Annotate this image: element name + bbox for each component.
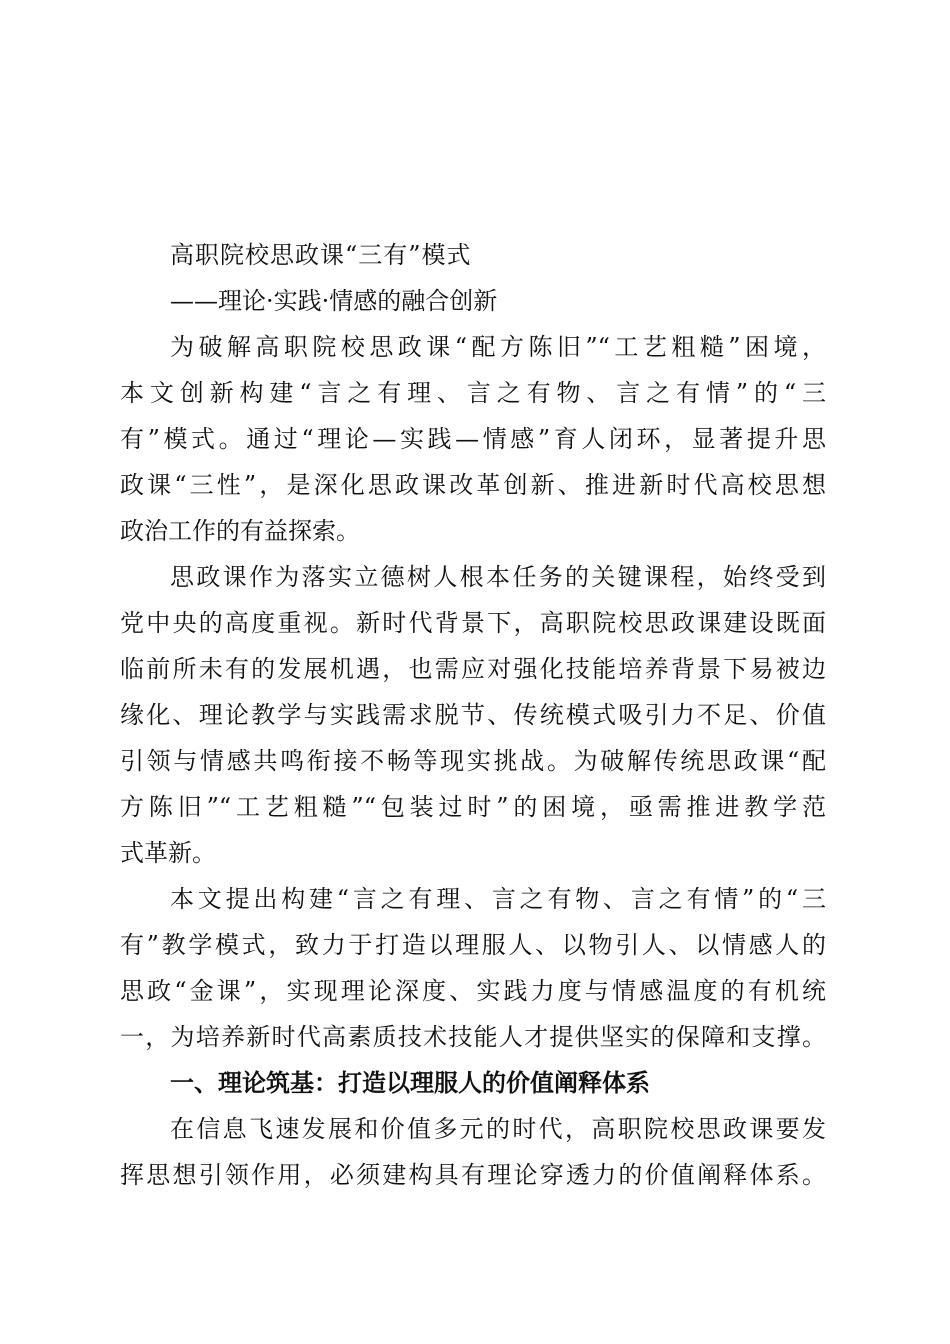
paragraph-line: 思政课作为落实立德树人根本任务的关键课程，始终受到 xyxy=(170,563,826,591)
paragraph-line: 缘化、理论教学与实践需求脱节、传统模式吸引力不足、价值 xyxy=(120,701,826,729)
abstract-line: 本文创新构建“言之有理、言之有物、言之有情”的“三 xyxy=(120,379,826,407)
abstract-paragraph xyxy=(120,324,826,554)
document-page xyxy=(120,232,826,1198)
paragraph-line: 党中央的高度重视。新时代背景下，高职院校思政课建设既面 xyxy=(120,609,826,637)
paragraph-line: 有”教学模式，致力于打造以理服人、以物引人、以情感人的 xyxy=(120,931,826,959)
abstract-line: 政课“三性”，是深化思政课改革创新、推进新时代高校思想 xyxy=(120,471,826,499)
abstract-line: 有”模式。通过“理论—实践—情感”育人闭环，显著提升思 xyxy=(120,425,826,453)
body-paragraph-3 xyxy=(120,1106,826,1198)
abstract-line: 政治工作的有益探索。 xyxy=(120,517,360,545)
paragraph-line: 一，为培养新时代高素质技术技能人才提供坚实的保障和支撑。 xyxy=(120,1023,826,1051)
paragraph-line: 挥思想引领作用，必须建构具有理论穿透力的价值阐释体系。 xyxy=(120,1161,826,1189)
document-title: 高职院校思政课“三有”模式 xyxy=(170,241,472,269)
document-subtitle: ——理论·实践·情感的融合创新 xyxy=(170,287,498,315)
paragraph-line: 式革新。 xyxy=(120,839,216,867)
body-paragraph-2 xyxy=(120,876,826,1060)
section-heading: 一、理论筑基：打造以理服人的价值阐释体系 xyxy=(170,1069,650,1097)
paragraph-line: 引领与情感共鸣衔接不畅等现实挑战。为破解传统思政课“配 xyxy=(120,747,826,775)
paragraph-line: 方陈旧”“工艺粗糙”“包装过时”的困境，亟需推进教学范 xyxy=(120,793,826,821)
paragraph-line: 本文提出构建“言之有理、言之有物、言之有情”的“三 xyxy=(170,885,826,913)
body-paragraph-1 xyxy=(120,554,826,876)
paragraph-line: 临前所未有的发展机遇，也需应对强化技能培养背景下易被边 xyxy=(120,655,826,683)
abstract-line: 为破解高职院校思政课“配方陈旧”“工艺粗糙”困境， xyxy=(170,333,826,361)
paragraph-line: 思政“金课”，实现理论深度、实践力度与情感温度的有机统 xyxy=(120,977,826,1005)
paragraph-line: 在信息飞速发展和价值多元的时代，高职院校思政课要发 xyxy=(170,1115,826,1143)
